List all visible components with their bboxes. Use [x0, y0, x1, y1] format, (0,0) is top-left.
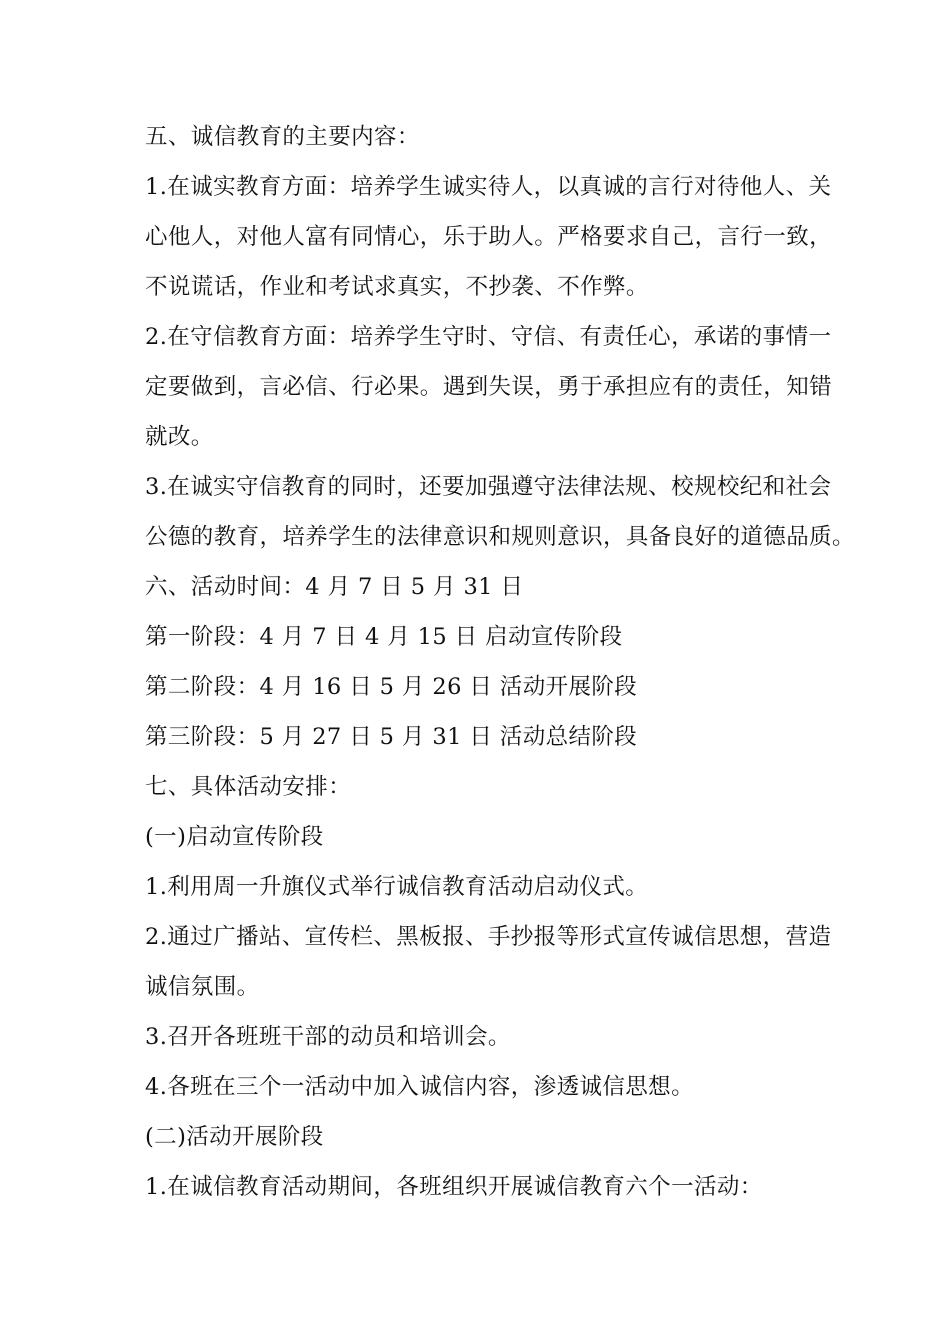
paragraph-line: 2.通过广播站、宣传栏、黑板报、手抄报等形式宣传诚信思想，营造 [145, 924, 832, 950]
schedule-line: 第三阶段：5 月 27 日 5 月 31 日 活动总结阶段 [145, 724, 638, 750]
paragraph-line: 1.利用周一升旗仪式举行诚信教育活动启动仪式。 [145, 874, 649, 900]
section-heading: 五、诚信教育的主要内容： [145, 124, 420, 150]
paragraph-line: 1.在诚信教育活动期间，各班组织开展诚信教育六个一活动： [145, 1174, 763, 1200]
paragraph-line: 公德的教育，培养学生的法律意识和规则意识，具备良好的道德品质。 [145, 524, 855, 550]
paragraph-line: 定要做到，言必信、行必果。遇到失误，勇于承担应有的责任，知错 [145, 374, 833, 400]
schedule-line: 第一阶段：4 月 7 日 4 月 15 日 启动宣传阶段 [145, 624, 623, 650]
document-body [145, 117, 855, 1217]
paragraph-line: 心他人，对他人富有同情心，乐于助人。严格要求自己，言行一致， [145, 224, 833, 250]
section-heading: 七、具体活动安排： [145, 774, 352, 800]
paragraph-line: 3.召开各班班干部的动员和培训会。 [145, 1024, 511, 1050]
paragraph-line: 4.各班在三个一活动中加入诚信内容，渗透诚信思想。 [145, 1074, 694, 1100]
subsection-heading: (二)活动开展阶段 [145, 1124, 324, 1150]
schedule-line: 第二阶段：4 月 16 日 5 月 26 日 活动开展阶段 [145, 674, 638, 700]
paragraph-line: 诚信氛围。 [145, 974, 260, 1000]
paragraph-line: 就改。 [145, 424, 214, 450]
paragraph-line: 不说谎话，作业和考试求真实，不抄袭、不作弊。 [145, 274, 649, 300]
section-heading: 六、活动时间：4 月 7 日 5 月 31 日 [145, 574, 524, 600]
paragraph-line: 1.在诚实教育方面：培养学生诚实待人，以真诚的言行对待他人、关 [145, 174, 832, 200]
paragraph-line: 2.在守信教育方面：培养学生守时、守信、有责任心，承诺的事情一 [145, 324, 832, 350]
subsection-heading: (一)启动宣传阶段 [145, 824, 324, 850]
paragraph-line: 3.在诚实守信教育的同时，还要加强遵守法律法规、校规校纪和社会 [145, 474, 832, 500]
